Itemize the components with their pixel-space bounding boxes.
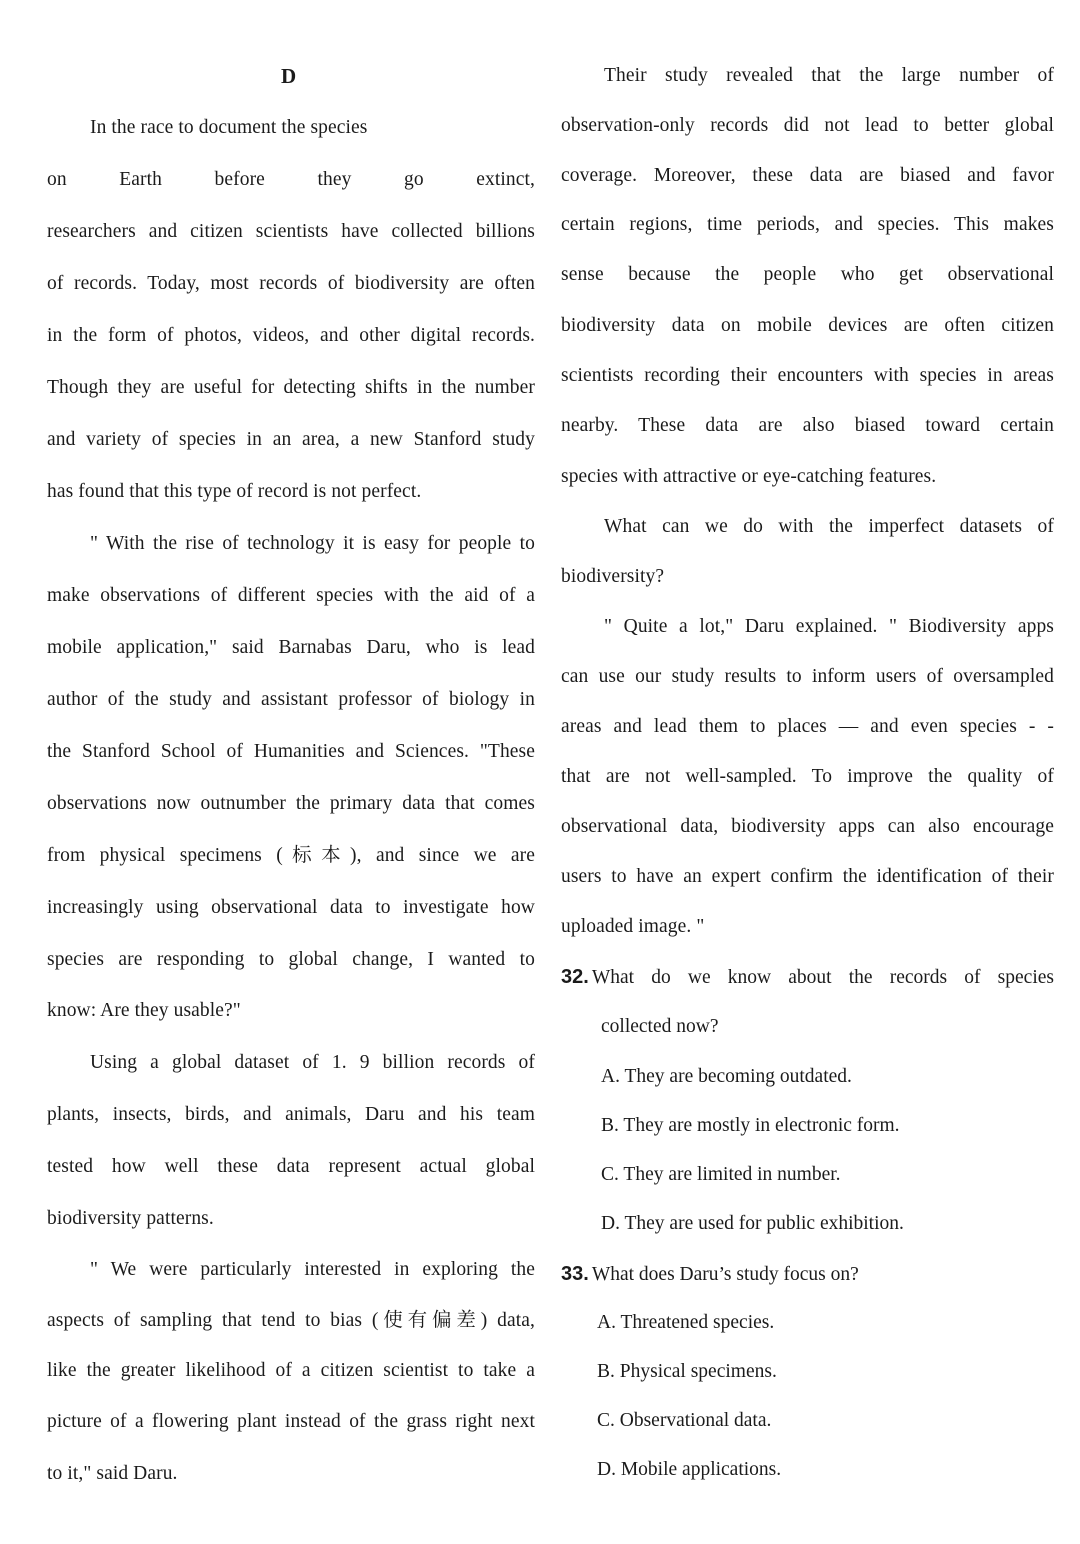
passage-line: on Earth before they go extinct,: [47, 169, 535, 190]
passage-line: know: Are they usable?": [47, 1000, 241, 1021]
question-number: 33.: [561, 1263, 589, 1285]
passage-line: to it," said Daru.: [47, 1463, 178, 1484]
question-32-option-a[interactable]: A. They are becoming outdated.: [601, 1066, 852, 1087]
passage-line: uploaded image. ": [561, 916, 705, 937]
passage-line: from physical specimens (标本), and since we are: [47, 845, 535, 866]
question-32-stem: [561, 963, 1054, 992]
passage-line: in the form of photos, videos, and other digital records.: [47, 325, 535, 346]
passage-line: like the greater likelihood of a citizen scientist to take a: [47, 1360, 535, 1381]
passage-line: areas and lead them to places — and even species - -: [561, 716, 1054, 737]
passage-line: the Stanford School of Humanities and Sciences. "These: [47, 741, 535, 762]
passage-line: of records. Today, most records of biodiversity are often: [47, 273, 535, 294]
passage-line: In the race to document the species: [90, 117, 368, 138]
passage-line: sense because the people who get observational: [561, 264, 1054, 285]
question-33-option-b[interactable]: B. Physical specimens.: [597, 1361, 777, 1382]
passage-label: D: [281, 64, 297, 88]
passage-line: " With the rise of technology it is easy for people to: [90, 533, 535, 554]
passage-line: Their study revealed that the large number of: [604, 65, 1054, 86]
passage-line: observations now outnumber the primary data that comes: [47, 793, 535, 814]
passage-line: observational data, biodiversity apps can also encourage: [561, 816, 1054, 837]
question-33-stem: [561, 1260, 859, 1289]
passage-line: nearby. These data are also biased toward certain: [561, 415, 1054, 436]
passage-line: scientists recording their encounters with species in areas: [561, 365, 1054, 386]
question-32-option-d[interactable]: D. They are used for public exhibition.: [601, 1213, 904, 1234]
question-33-option-c[interactable]: C. Observational data.: [597, 1410, 772, 1431]
passage-line: certain regions, time periods, and species. This makes: [561, 214, 1054, 235]
passage-line: biodiversity data on mobile devices are often citizen: [561, 315, 1054, 336]
question-32-option-b[interactable]: B. They are mostly in electronic form.: [601, 1115, 900, 1136]
passage-line: make observations of different species with the aid of a: [47, 585, 535, 606]
question-33-option-a[interactable]: A. Threatened species.: [597, 1312, 775, 1333]
passage-line: increasingly using observational data to investigate how: [47, 897, 535, 918]
passage-line: picture of a flowering plant instead of the grass right next: [47, 1411, 535, 1432]
passage-line: and variety of species in an area, a new Stanford study: [47, 429, 535, 450]
passage-line: aspects of sampling that tend to bias (使有偏差) data,: [47, 1310, 535, 1331]
question-number: 32.: [561, 966, 589, 988]
passage-line: can use our study results to inform users of oversampled: [561, 666, 1054, 687]
passage-line: species are responding to global change, I wanted to: [47, 949, 535, 970]
question-stem-text: What do we know about the records of species: [591, 967, 1054, 988]
passage-line: What can we do with the imperfect datasets of: [604, 516, 1054, 537]
passage-line: mobile application," said Barnabas Daru, who is lead: [47, 637, 535, 658]
question-32-stem-continued: collected now?: [601, 1016, 719, 1037]
passage-line: coverage. Moreover, these data are biased and favor: [561, 165, 1054, 186]
passage-line: Using a global dataset of 1. 9 billion records of: [90, 1052, 535, 1073]
passage-line: " Quite a lot," Daru explained. " Biodiversity apps: [604, 616, 1054, 637]
passage-line: author of the study and assistant professor of biology in: [47, 689, 535, 710]
question-stem-text: What does Daru’s study focus on?: [591, 1264, 859, 1285]
passage-line: observation-only records did not lead to better global: [561, 115, 1054, 136]
passage-line: biodiversity patterns.: [47, 1208, 214, 1229]
passage-line: Though they are useful for detecting shifts in the number: [47, 377, 535, 398]
question-32-option-c[interactable]: C. They are limited in number.: [601, 1164, 841, 1185]
passage-line: species with attractive or eye-catching features.: [561, 466, 937, 487]
passage-line: plants, insects, birds, and animals, Daru and his team: [47, 1104, 535, 1125]
passage-line: that are not well-sampled. To improve the quality of: [561, 766, 1054, 787]
passage-line: " We were particularly interested in exploring the: [90, 1259, 535, 1280]
question-33-option-d[interactable]: D. Mobile applications.: [597, 1459, 782, 1480]
passage-line: researchers and citizen scientists have collected billions: [47, 221, 535, 242]
passage-line: users to have an expert confirm the identification of their: [561, 866, 1054, 887]
passage-line: has found that this type of record is not perfect.: [47, 481, 422, 502]
passage-line: tested how well these data represent actual global: [47, 1156, 535, 1177]
passage-line: biodiversity?: [561, 566, 665, 587]
